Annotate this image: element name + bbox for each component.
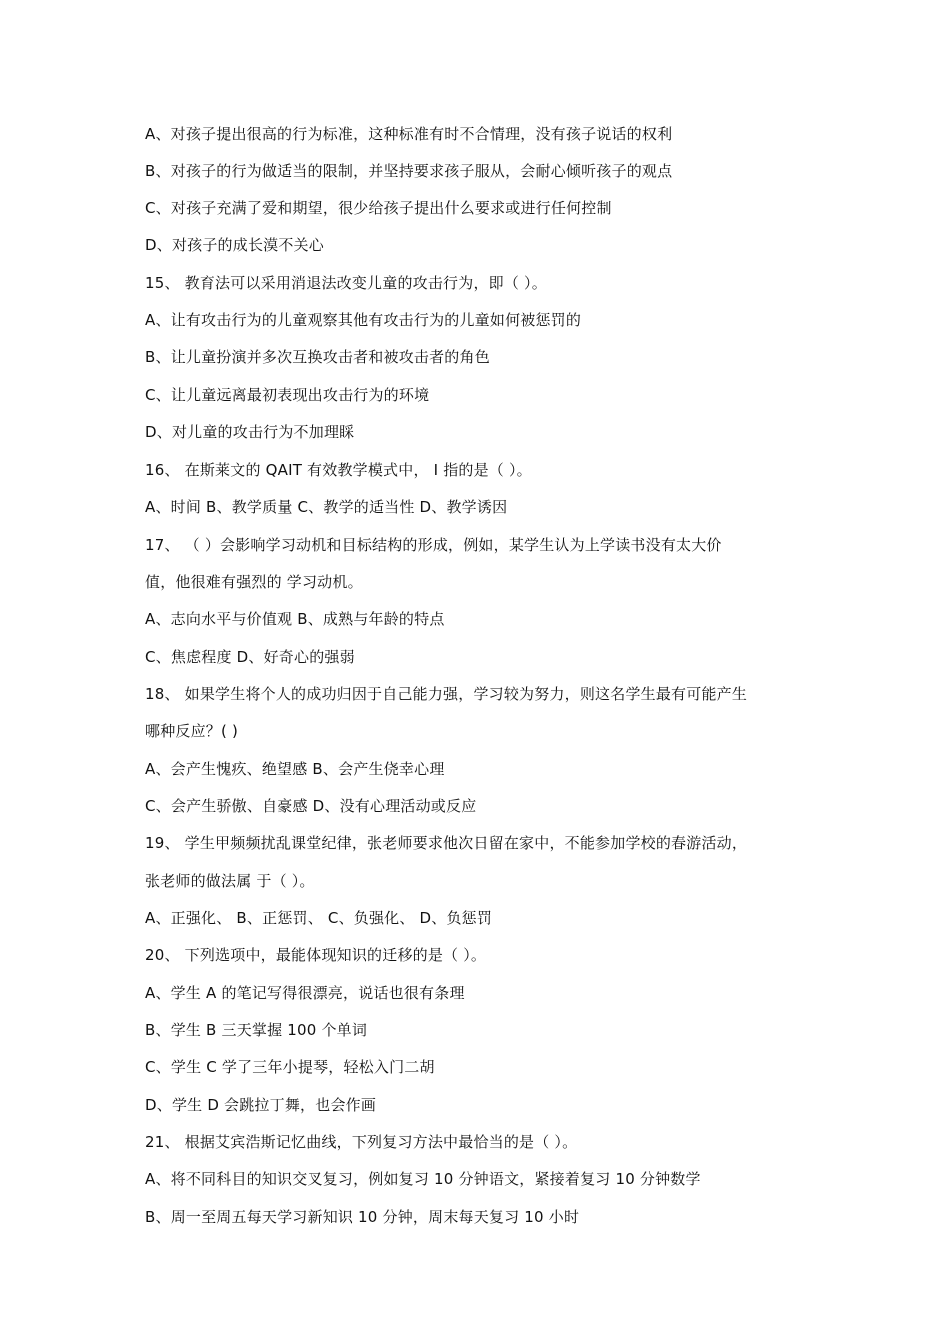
option-line: B、对孩子的行为做适当的限制，并坚持要求孩子服从，会耐心倾听孩子的观点 xyxy=(145,162,673,180)
option-line: D、对儿童的攻击行为不加理睬 xyxy=(145,423,355,441)
option-line: D、学生 D 会跳拉丁舞，也会作画 xyxy=(145,1096,377,1114)
option-line: C、对孩子充满了爱和期望，很少给孩子提出什么要求或进行任何控制 xyxy=(145,199,612,217)
option-line: A、学生 A 的笔记写得很漂亮，说话也很有条理 xyxy=(145,984,465,1002)
option-line: A、将不同科目的知识交叉复习，例如复习 10 分钟语文，紧接着复习 10 分钟数学 xyxy=(145,1170,701,1188)
option-line: B、学生 B 三天掌握 100 个单词 xyxy=(145,1021,368,1039)
option-line: A、正强化、 B、正惩罚、 C、负强化、 D、负惩罚 xyxy=(145,909,493,927)
question-line: 哪种反应？( ) xyxy=(145,722,239,740)
question-line: 19、 学生甲频频扰乱课堂纪律，张老师要求他次日留在家中，不能参加学校的春游活动， xyxy=(145,834,748,852)
option-line: C、焦虑程度 D、好奇心的强弱 xyxy=(145,648,355,666)
question-line: 值，他很难有强烈的 学习动机。 xyxy=(145,573,363,591)
option-line: A、时间 B、教学质量 C、教学的适当性 D、教学诱因 xyxy=(145,498,508,516)
option-line: A、会产生愧疚、绝望感 B、会产生侥幸心理 xyxy=(145,760,445,778)
option-line: D、对孩子的成长漠不关心 xyxy=(145,236,324,254)
question-line: 17、 （ ）会影响学习动机和目标结构的形成，例如，某学生认为上学读书没有太大价 xyxy=(145,536,722,554)
question-line: 15、 教育法可以采用消退法改变儿童的攻击行为，即（ ）。 xyxy=(145,274,547,292)
option-line: C、让儿童远离最初表现出攻击行为的环境 xyxy=(145,386,430,404)
option-line: C、会产生骄傲、自豪感 D、没有心理活动或反应 xyxy=(145,797,477,815)
option-line: B、让儿童扮演并多次互换攻击者和被攻击者的角色 xyxy=(145,348,490,366)
question-line: 16、 在斯莱文的 QAIT 有效教学模式中， I 指的是（ ）。 xyxy=(145,461,532,479)
question-line: 21、 根据艾宾浩斯记忆曲线，下列复习方法中最恰当的是（ ）。 xyxy=(145,1133,578,1151)
question-line: 18、 如果学生将个人的成功归因于自己能力强，学习较为努力，则这名学生最有可能产生 xyxy=(145,685,748,703)
option-line: A、让有攻击行为的儿童观察其他有攻击行为的儿童如何被惩罚的 xyxy=(145,311,582,329)
option-line: B、周一至周五每天学习新知识 10 分钟，周末每天复习 10 小时 xyxy=(145,1208,580,1226)
option-line: A、对孩子提出很高的行为标准，这种标准有时不合情理，没有孩子说话的权利 xyxy=(145,125,673,143)
option-line: A、志向水平与价值观 B、成熟与年龄的特点 xyxy=(145,610,445,628)
question-line: 张老师的做法属 于（ ）。 xyxy=(145,872,315,890)
option-line: C、学生 C 学了三年小提琴，轻松入门二胡 xyxy=(145,1058,435,1076)
question-line: 20、 下列选项中，最能体现知识的迁移的是（ ）。 xyxy=(145,946,487,964)
